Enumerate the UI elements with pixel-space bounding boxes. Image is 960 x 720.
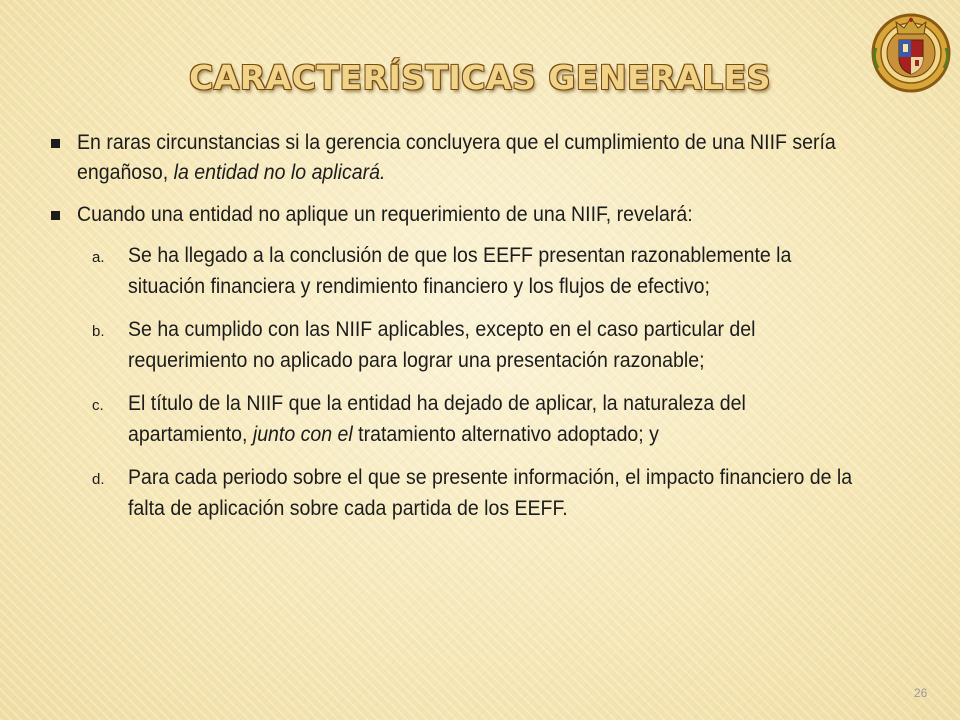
sub-item-letter: b. [92,323,105,340]
square-bullet-icon [51,211,60,220]
sub-item-b [92,314,908,376]
sub-item-c [92,388,908,450]
bullet-text-italic: la entidad no lo aplicará. [173,161,386,184]
page-number: 26 [914,686,928,700]
square-bullet-icon [51,139,60,148]
bullet-item-2 [48,200,908,230]
sub-item-text-italic: junto con el [252,423,353,446]
bullet-text: Cuando una entidad no aplique un requerimiento de una NIIF, revelará: [77,203,693,226]
sub-item-a [92,240,908,302]
sub-item-text: Para cada periodo sobre el que se presente información, el impacto financiero de la falta de aplicación sobre cada partida de los EEFF. [128,466,853,520]
bullet-text-part: En raras circunstancias si la gerencia concluyera que el cumplimiento de una NIIF sería engañoso, [77,131,836,184]
sub-item-letter: c. [92,397,104,414]
sub-item-text: Se ha llegado a la conclusión de que los EEFF presentan razonablemente la situación financiera y rendimiento financiero y los flujos de efectivo; [128,244,792,298]
slide-title: CARACTERÍSTICAS GENERALES [189,58,771,97]
sub-item-text-part: El título de la NIIF que la entidad ha dejado de aplicar, la naturaleza del apartamiento, [128,392,746,446]
sub-item-text [128,388,853,450]
sub-item-text-part: tratamiento alternativo adoptado; y [352,423,659,446]
slide-content [48,128,908,536]
sub-item-letter: d. [92,471,105,488]
sub-item-d [92,462,908,524]
bullet-text [77,128,850,188]
sub-item-text: Se ha cumplido con las NIIF aplicables, excepto en el caso particular del requerimiento no aplicado para lograr una presentación razonable; [128,318,756,372]
bullet-item-1 [48,128,908,188]
sub-item-letter: a. [92,249,105,266]
sub-list [92,240,908,524]
